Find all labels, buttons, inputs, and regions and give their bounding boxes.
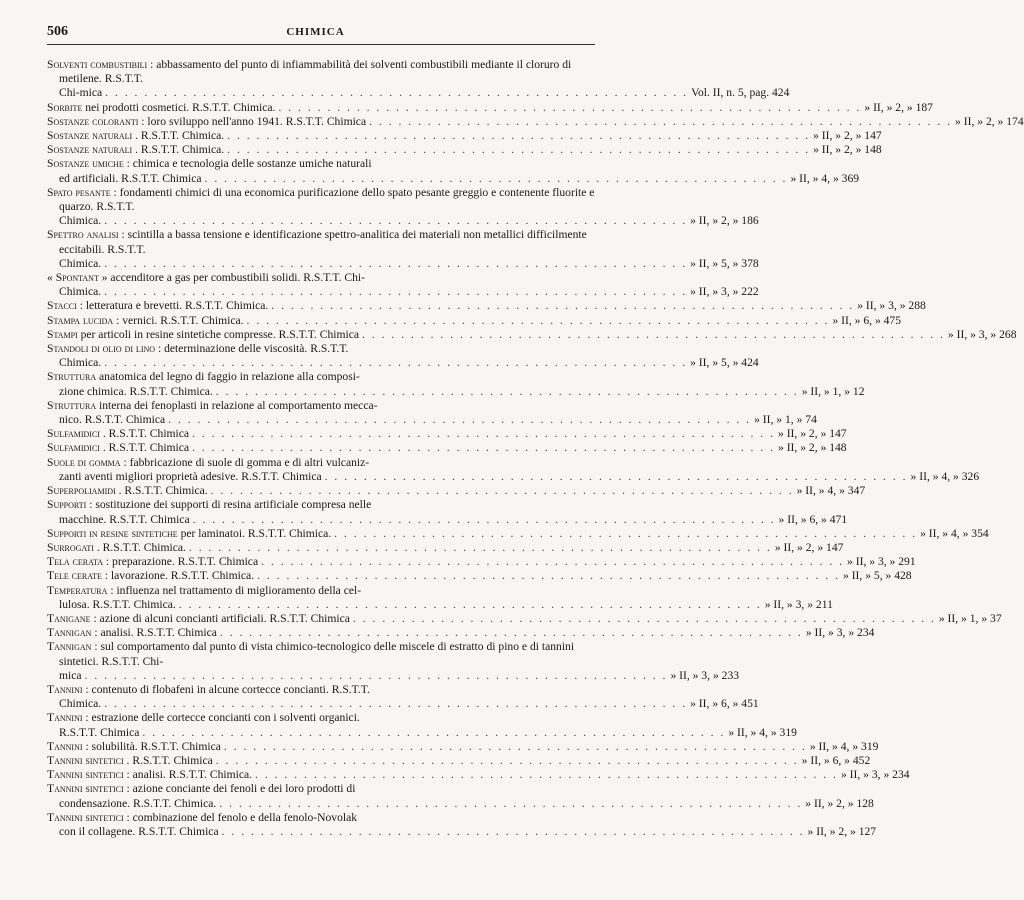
leader-dots: . . . . . . . . . . . . . . . . . . . . . . . . . . . . . . . . . . . . . . . . . . . . . . . . . . . . . . . . . . . . <box>204 171 788 185</box>
entry-term: Sorbite <box>47 100 83 114</box>
entry-term: Tanigane <box>47 611 91 625</box>
entry-term: Supporti in resine sintetiche <box>47 526 178 540</box>
index-entry <box>47 157 860 185</box>
entry-description: interna dei fenoplasti in relazione al comportamento mecca- <box>96 398 378 412</box>
index-entry <box>47 129 882 143</box>
index-entry <box>47 143 882 157</box>
entry-reference: » II, » 3, » 234 <box>805 626 875 640</box>
entry-reference: » II, » 3, » 288 <box>857 299 926 313</box>
entry-reference: » II, » 4, » 319 <box>809 739 879 753</box>
entry-text: zione chimica. R.S.T.T. Chimica. <box>59 384 213 398</box>
index-entry <box>47 455 980 484</box>
entry-text: Chimica. <box>59 285 102 299</box>
leader-dots: . . . . . . . . . . . . . . . . . . . . . . . . . . . . . . . . . . . . . . . . . . . . . . . . . . . . . . . . . . . . <box>362 327 945 341</box>
entry-reference: » II, » 3, » 211 <box>764 597 833 611</box>
entry-reference: » II, » 2, » 128 <box>805 796 874 810</box>
entry-text: : solubilità. R.S.T.T. Chimica <box>85 739 221 753</box>
entry-text: . R.S.T.T. Chimica. <box>118 484 208 498</box>
entry-text: : azione di alcuni concianti artificiali. R.S.T.T. Chimica <box>93 611 350 625</box>
leader-dots: . . . . . . . . . . . . . . . . . . . . . . . . . . . . . . . . . . . . . . . . . . . . . . . . . . . . . . . . . . . . <box>178 597 762 611</box>
entry-term: Tannini <box>47 682 83 696</box>
index-entry <box>47 228 759 271</box>
index-entry <box>47 768 910 782</box>
leader-dots: . . . . . . . . . . . . . . . . . . . . . . . . . . . . . . . . . . . . . . . . . . . . . . . . . . . . . . . . . . . . <box>223 739 807 753</box>
entry-text: : preparazione. R.S.T.T. Chimica <box>105 555 259 569</box>
leader-dots: . . . . . . . . . . . . . . . . . . . . . . . . . . . . . . . . . . . . . . . . . . . . . . . . . . . . . . . . . . . . <box>369 114 953 128</box>
entry-term: Surrogati <box>47 540 94 554</box>
entry-reference: » II, » 2, » 127 <box>807 824 877 838</box>
index-entry <box>47 555 916 569</box>
entry-description: : sul comportamento dal punto di vista chimico-tecnologico delle miscele di estratto di pino e di tannini sintetici. R.S.T.T. Chi- <box>59 640 575 668</box>
entry-description: : fabbricazione di suole di gomma e di altri vulcaniz- <box>120 455 370 469</box>
entry-description: : scintilla a bassa tensione e identificazione spettro-analitica dei materiali non metallici difficilmente eccitabili. R.S.T.T. <box>59 228 587 256</box>
leader-dots: . . . . . . . . . . . . . . . . . . . . . . . . . . . . . . . . . . . . . . . . . . . . . . . . . . . . . . . . . . . . <box>221 824 805 838</box>
leader-dots: . . . . . . . . . . . . . . . . . . . . . . . . . . . . . . . . . . . . . . . . . . . . . . . . . . . . . . . . . . . . <box>104 214 688 228</box>
entry-text: Chi-mica <box>59 86 103 100</box>
index-entry <box>47 782 874 810</box>
entry-reference: » II, » 6, » 451 <box>690 697 759 711</box>
index-entry <box>47 271 759 299</box>
entry-term: Spato pesante <box>47 185 111 199</box>
entry-term: Stacci <box>47 299 77 313</box>
entry-text: per articoli in resine sintetiche compresse. R.S.T.T. Chimica <box>80 327 359 341</box>
leader-dots: . . . . . . . . . . . . . . . . . . . . . . . . . . . . . . . . . . . . . . . . . . . . . . . . . . . . . . . . . . . . <box>219 796 803 810</box>
entry-term: Suole di gomma <box>47 455 121 469</box>
index-entry <box>47 526 989 541</box>
entry-term: Tannini <box>47 711 83 725</box>
entry-term: Tele cerate <box>47 569 102 583</box>
leader-dots: . . . . . . . . . . . . . . . . . . . . . . . . . . . . . . . . . . . . . . . . . . . . . . . . . . . . . . . . . . . . <box>192 427 775 441</box>
entry-term: Sostanze umiche <box>47 157 124 171</box>
entry-reference: » II, » 5, » 378 <box>690 256 759 270</box>
entry-term: Standoli di olio di lino <box>47 342 156 356</box>
entry-text: : analisi. R.S.T.T. Chimica <box>94 626 217 640</box>
entry-reference: » II, » 6, » 475 <box>832 313 902 327</box>
entry-term: Solventi combustibili <box>47 58 148 71</box>
leader-dots: . . . . . . . . . . . . . . . . . . . . . . . . . . . . . . . . . . . . . . . . . . . . . . . . . . . . . . . . . . . . <box>104 356 688 370</box>
entry-term: Sulfamidici <box>47 427 100 441</box>
entry-reference: » II, » 5, » 424 <box>690 356 759 370</box>
entry-reference: » II, » 6, » 452 <box>801 753 871 767</box>
entry-term: Sostanze naturali <box>47 143 133 157</box>
entry-term: Tannigan <box>47 640 92 654</box>
entry-text: mica <box>59 668 82 682</box>
entry-text: . R.S.T.T. Chimica. <box>135 129 225 143</box>
index-entry <box>47 327 1017 342</box>
leader-dots: . . . . . . . . . . . . . . . . . . . . . . . . . . . . . . . . . . . . . . . . . . . . . . . . . . . . . . . . . . . . <box>104 256 688 270</box>
index-entries <box>47 58 1024 839</box>
page-number: 506 <box>47 24 68 39</box>
index-entry <box>47 810 877 839</box>
entry-text: Chimica. <box>59 214 102 228</box>
entry-term: Sostanze coloranti <box>47 114 139 128</box>
index-entry <box>47 753 871 768</box>
entry-term: Struttura <box>47 370 97 384</box>
entry-reference: » II, » 2, » 148 <box>813 143 882 157</box>
index-entry <box>47 739 879 754</box>
entry-description: : influenza nel trattamento di miglioramento della cel- <box>107 583 362 597</box>
entry-text: lulosa. R.S.T.T. Chimica. <box>59 597 176 611</box>
entry-text: macchine. R.S.T.T. Chimica <box>59 512 190 526</box>
entry-description: : determinazione delle viscosità. R.S.T.T. <box>155 342 349 356</box>
entry-term: Sostanze naturali <box>47 129 133 143</box>
index-entry <box>47 299 926 313</box>
entry-term: « Spontant » <box>47 271 108 285</box>
index-entry <box>47 484 866 498</box>
entry-description: : contenuto di flobafeni in alcune cortecce concianti. R.S.T.T. <box>82 682 370 696</box>
index-entry <box>47 313 902 328</box>
entry-text: . R.S.T.T. Chimica <box>102 427 190 441</box>
entry-description: : estrazione delle cortecce concianti con i solventi organici. <box>82 711 360 725</box>
entry-description: : fondamenti chimici di una economica purificazione dello spato pesante greggio e contenente fluorite e quarzo. R.S.T.T. <box>59 185 595 214</box>
leader-dots: . . . . . . . . . . . . . . . . . . . . . . . . . . . . . . . . . . . . . . . . . . . . . . . . . . . . . . . . . . . . <box>324 469 908 483</box>
entry-text: . R.S.T.T. Chimica <box>126 753 213 767</box>
running-title: CHIMICA <box>286 26 345 38</box>
leader-dots: . . . . . . . . . . . . . . . . . . . . . . . . . . . . . . . . . . . . . . . . . . . . . . . . . . . . . . . . . . . . <box>227 129 811 143</box>
index-entry <box>47 398 817 427</box>
entry-text: . R.S.T.T. Chimica. <box>96 540 186 554</box>
entry-term: Spettro analisi <box>47 228 119 242</box>
entry-term: Tannini sintetici <box>47 782 124 796</box>
leader-dots: . . . . . . . . . . . . . . . . . . . . . . . . . . . . . . . . . . . . . . . . . . . . . . . . . . . . . . . . . . . . <box>142 725 726 739</box>
leader-dots: . . . . . . . . . . . . . . . . . . . . . . . . . . . . . . . . . . . . . . . . . . . . . . . . . . . . . . . . . . . . <box>219 626 803 640</box>
index-entry <box>47 583 833 612</box>
index-entry <box>47 185 759 229</box>
entry-reference: » II, » 4, » 369 <box>790 171 860 185</box>
index-entry <box>47 114 1024 129</box>
entry-reference: » II, » 1, » 37 <box>938 611 1002 625</box>
entry-term: Tannini <box>47 739 83 753</box>
leader-dots: . . . . . . . . . . . . . . . . . . . . . . . . . . . . . . . . . . . . . . . . . . . . . . . . . . . . . . . . . . . . <box>227 143 811 157</box>
index-entry <box>47 427 847 441</box>
entry-term: Tela cerata <box>47 555 104 569</box>
index-entry <box>47 540 844 555</box>
entry-reference: » II, » 2, » 174 <box>955 114 1024 128</box>
leader-dots: . . . . . . . . . . . . . . . . . . . . . . . . . . . . . . . . . . . . . . . . . . . . . . . . . . . . . . . . . . . . <box>334 526 918 540</box>
entry-reference: » II, » 1, » 74 <box>754 413 817 427</box>
entry-reference: » II, » 4, » 319 <box>728 725 797 739</box>
entry-reference: » II, » 3, » 268 <box>947 327 1017 341</box>
entry-reference: » II, » 6, » 471 <box>778 512 848 526</box>
leader-dots: . . . . . . . . . . . . . . . . . . . . . . . . . . . . . . . . . . . . . . . . . . . . . . . . . . . . . . . . . . . . <box>352 611 936 625</box>
header-rule <box>47 44 595 45</box>
entry-reference: » II, » 2, » 186 <box>690 214 759 228</box>
index-entry <box>47 626 875 640</box>
entry-text: Chimica. <box>59 256 102 270</box>
leader-dots: . . . . . . . . . . . . . . . . . . . . . . . . . . . . . . . . . . . . . . . . . . . . . . . . . . . . . . . . . . . . <box>215 753 799 767</box>
leader-dots: . . . . . . . . . . . . . . . . . . . . . . . . . . . . . . . . . . . . . . . . . . . . . . . . . . . . . . . . . . . . <box>104 697 688 711</box>
entry-term: Sulfamidici <box>47 441 100 455</box>
entry-text: zanti aventi migliori proprietà adesive. R.S.T.T. Chimica <box>59 469 322 483</box>
entry-reference: Vol. II, n. 5, pag. 424 <box>691 86 790 100</box>
leader-dots: . . . . . . . . . . . . . . . . . . . . . . . . . . . . . . . . . . . . . . . . . . . . . . . . . . . . . . . . . . . . <box>192 512 776 526</box>
leader-dots: . . . . . . . . . . . . . . . . . . . . . . . . . . . . . . . . . . . . . . . . . . . . . . . . . . . . . . . . . . . . <box>105 86 689 100</box>
entry-text: con il collagene. R.S.T.T. Chimica <box>59 824 219 838</box>
index-entry <box>47 711 797 739</box>
entry-reference: » II, » 3, » 233 <box>670 668 740 682</box>
leader-dots: . . . . . . . . . . . . . . . . . . . . . . . . . . . . . . . . . . . . . . . . . . . . . . . . . . . . . . . . . . . . <box>168 413 752 427</box>
entry-description: : chimica e tecnologia delle sostanze umiche naturali <box>123 157 372 171</box>
entry-text: nico. R.S.T.T. Chimica <box>59 413 166 427</box>
index-entry <box>47 441 847 455</box>
entry-reference: » II, » 4, » 354 <box>920 526 989 540</box>
entry-reference: » II, » 2, » 148 <box>778 441 847 455</box>
leader-dots: . . . . . . . . . . . . . . . . . . . . . . . . . . . . . . . . . . . . . . . . . . . . . . . . . . . . . . . . . . . . <box>278 100 862 114</box>
leader-dots: . . . . . . . . . . . . . . . . . . . . . . . . . . . . . . . . . . . . . . . . . . . . . . . . . . . . . . . . . . . . <box>84 668 668 682</box>
entry-text: Chimica. <box>59 356 102 370</box>
entry-reference: » II, » 4, » 347 <box>796 484 866 498</box>
leader-dots: . . . . . . . . . . . . . . . . . . . . . . . . . . . . . . . . . . . . . . . . . . . . . . . . . . . . . . . . . . . . <box>255 768 838 782</box>
entry-text: . R.S.T.T. Chimica. <box>135 143 225 157</box>
entry-reference: » II, » 2, » 147 <box>778 427 847 441</box>
entry-reference: » II, » 3, » 234 <box>840 768 910 782</box>
entry-reference: » II, » 3, » 222 <box>690 285 759 299</box>
entry-description: accenditore a gas per combustibili solidi. R.S.T.T. Chi- <box>107 271 366 285</box>
index-entry <box>47 58 790 101</box>
entry-text: condensazione. R.S.T.T. Chimica. <box>59 796 217 810</box>
leader-dots: . . . . . . . . . . . . . . . . . . . . . . . . . . . . . . . . . . . . . . . . . . . . . . . . . . . . . . . . . . . . <box>261 555 845 569</box>
entry-reference: » II, » 3, » 291 <box>847 555 916 569</box>
entry-text: R.S.T.T. Chimica <box>59 725 140 739</box>
entry-term: Temperatura <box>47 583 108 597</box>
entry-reference: » II, » 2, » 147 <box>774 540 844 554</box>
leader-dots: . . . . . . . . . . . . . . . . . . . . . . . . . . . . . . . . . . . . . . . . . . . . . . . . . . . . . . . . . . . . <box>215 384 799 398</box>
entry-text: : letteratura e brevetti. R.S.T.T. Chimica. <box>79 299 269 313</box>
index-entry <box>47 370 865 398</box>
entry-description: : sostituzione dei supporti di resina artificiale compresa nelle <box>86 498 372 512</box>
leader-dots: . . . . . . . . . . . . . . . . . . . . . . . . . . . . . . . . . . . . . . . . . . . . . . . . . . . . . . . . . . . . <box>246 313 830 327</box>
entry-term: Stampa lucida <box>47 313 114 327</box>
entry-term: Stampi <box>47 327 78 341</box>
entry-description: : combinazione del fenolo e della fenolo-Novolak <box>123 810 358 824</box>
entry-term: Tannini sintetici <box>47 768 124 782</box>
index-entry <box>47 100 933 115</box>
entry-text: : analisi. R.S.T.T. Chimica. <box>126 768 253 782</box>
entry-description: anatomica del legno di faggio in relazione alla composi- <box>96 370 360 384</box>
leader-dots: . . . . . . . . . . . . . . . . . . . . . . . . . . . . . . . . . . . . . . . . . . . . . . . . . . . . . . . . . . . . <box>257 569 840 583</box>
index-entry <box>47 611 1002 626</box>
entry-term: Supporti <box>47 498 87 512</box>
entry-reference: » II, » 5, » 428 <box>843 569 912 583</box>
entry-reference: » II, » 1, » 12 <box>801 384 865 398</box>
entry-term: Superpoliamidi <box>47 484 116 498</box>
entry-description: : azione conciante dei fenoli e dei loro prodotti di <box>123 782 356 796</box>
entry-text: . R.S.T.T. Chimica <box>102 441 190 455</box>
entry-term: Struttura <box>47 398 97 412</box>
entry-text: : lavorazione. R.S.T.T. Chimica. <box>104 569 255 583</box>
leader-dots: . . . . . . . . . . . . . . . . . . . . . . . . . . . . . . . . . . . . . . . . . . . . . . . . . . . . . . . . . . . . <box>210 484 794 498</box>
leader-dots: . . . . . . . . . . . . . . . . . . . . . . . . . . . . . . . . . . . . . . . . . . . . . . . . . . . . . . . . . . . . <box>188 540 772 554</box>
entry-text: : loro sviluppo nell'anno 1941. R.S.T.T. Chimica <box>141 114 367 128</box>
entry-text: nei prodotti cosmetici. R.S.T.T. Chimica. <box>85 100 276 114</box>
index-entry <box>47 498 848 526</box>
leader-dots: . . . . . . . . . . . . . . . . . . . . . . . . . . . . . . . . . . . . . . . . . . . . . . . . . . . . . . . . . . . . <box>192 441 775 455</box>
entry-description: : abbassamento del punto di infiammabilità dei solventi combustibili mediante il cloruro di metilene. R.S.T.T. <box>59 58 572 86</box>
entry-reference: » II, » 4, » 326 <box>910 469 980 483</box>
leader-dots: . . . . . . . . . . . . . . . . . . . . . . . . . . . . . . . . . . . . . . . . . . . . . . . . . . . . . . . . . . . . <box>104 285 688 299</box>
index-entry <box>47 682 759 711</box>
entry-text: : vernici. R.S.T.T. Chimica. <box>116 313 244 327</box>
entry-reference: » II, » 2, » 147 <box>813 129 882 143</box>
entry-text: per laminatoi. R.S.T.T. Chimica. <box>180 526 332 540</box>
index-entry <box>47 640 740 683</box>
index-entry <box>47 342 759 370</box>
leader-dots: . . . . . . . . . . . . . . . . . . . . . . . . . . . . . . . . . . . . . . . . . . . . . . . . . . . . . . . . . . . . <box>271 299 855 313</box>
index-entry <box>47 569 912 583</box>
entry-text: ed artificiali. R.S.T.T. Chimica <box>59 171 202 185</box>
entry-text: Chimica. <box>59 697 102 711</box>
entry-term: Tannini sintetici <box>47 810 124 824</box>
entry-term: Tannini sintetici <box>47 753 124 767</box>
entry-term: Tannigan <box>47 626 92 640</box>
entry-reference: » II, » 2, » 187 <box>864 100 933 114</box>
